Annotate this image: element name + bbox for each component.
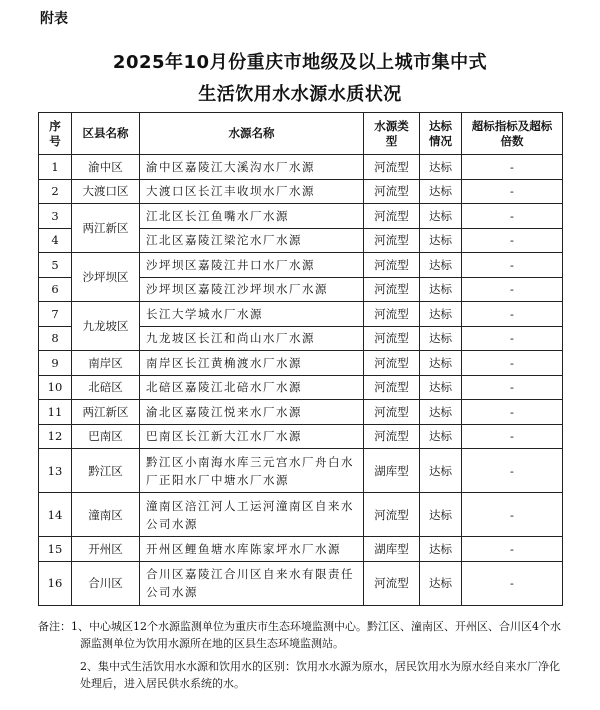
cell-status: 达标	[420, 155, 462, 180]
cell-status: 达标	[420, 228, 462, 253]
cell-type: 湖库型	[364, 537, 420, 562]
cell-source: 巴南区长江新大江水厂水源	[140, 424, 364, 449]
cell-type: 河流型	[364, 204, 420, 229]
cell-no: 11	[39, 400, 72, 425]
cell-district: 九龙坡区	[72, 302, 140, 351]
table-row	[39, 155, 563, 180]
note-1: 备注：1、中心城区12个水源监测单位为重庆市生态环境监测中心。黔江区、潼南区、开州区、合川区4个水源监测单位为饮用水源所在地的区县生态环境监测站。	[38, 620, 561, 650]
cell-exceed: -	[462, 155, 563, 180]
cell-no: 13	[39, 449, 72, 493]
cell-type: 河流型	[364, 155, 420, 180]
table-row	[39, 204, 563, 229]
table-header-row	[39, 113, 563, 155]
cell-exceed: -	[462, 228, 563, 253]
cell-exceed: -	[462, 351, 563, 376]
cell-exceed: -	[462, 302, 563, 327]
cell-district: 合川区	[72, 561, 140, 605]
cell-no: 16	[39, 561, 72, 605]
cell-district: 大渡口区	[72, 179, 140, 204]
cell-source: 黔江区小南海水库三元宫水厂舟白水厂正阳水厂中塘水厂水源	[140, 449, 364, 493]
cell-source: 北碚区嘉陵江北碚水厂水源	[140, 375, 364, 400]
cell-exceed: -	[462, 493, 563, 537]
cell-status: 达标	[420, 302, 462, 327]
cell-no: 7	[39, 302, 72, 327]
table-row	[39, 253, 563, 278]
cell-no: 2	[39, 179, 72, 204]
cell-source: 沙坪坝区嘉陵江沙坪坝水厂水源	[140, 277, 364, 302]
cell-type: 河流型	[364, 375, 420, 400]
cell-exceed: -	[462, 277, 563, 302]
header-district: 区县名称	[72, 113, 140, 155]
table-row	[39, 424, 563, 449]
notes-section	[38, 618, 562, 692]
cell-status: 达标	[420, 537, 462, 562]
cell-district: 巴南区	[72, 424, 140, 449]
cell-source: 渝中区嘉陵江大溪沟水厂水源	[140, 155, 364, 180]
cell-source: 潼南区涪江河人工运河潼南区自来水公司水源	[140, 493, 364, 537]
cell-type: 河流型	[364, 179, 420, 204]
cell-district: 两江新区	[72, 204, 140, 253]
cell-district: 潼南区	[72, 493, 140, 537]
header-status: 达标情况	[420, 113, 462, 155]
cell-exceed: -	[462, 253, 563, 278]
cell-no: 12	[39, 424, 72, 449]
cell-no: 15	[39, 537, 72, 562]
cell-status: 达标	[420, 375, 462, 400]
cell-status: 达标	[420, 351, 462, 376]
cell-type: 河流型	[364, 424, 420, 449]
cell-district: 沙坪坝区	[72, 253, 140, 302]
table-row	[39, 493, 563, 537]
cell-district: 北碚区	[72, 375, 140, 400]
cell-status: 达标	[420, 179, 462, 204]
annex-label: 附表	[40, 11, 68, 27]
cell-status: 达标	[420, 561, 462, 605]
cell-type: 河流型	[364, 277, 420, 302]
cell-no: 6	[39, 277, 72, 302]
table-row	[39, 561, 563, 605]
cell-status: 达标	[420, 326, 462, 351]
note-2: 2、集中式生活饮用水水源和饮用水的区别：饮用水水源为原水，居民饮用水为原水经自来水厂净化处理后，进入居民供水系统的水。	[80, 660, 560, 690]
cell-status: 达标	[420, 277, 462, 302]
cell-type: 河流型	[364, 493, 420, 537]
cell-no: 9	[39, 351, 72, 376]
cell-type: 湖库型	[364, 449, 420, 493]
header-source: 水源名称	[140, 113, 364, 155]
cell-source: 江北区嘉陵江梁沱水厂水源	[140, 228, 364, 253]
cell-no: 14	[39, 493, 72, 537]
cell-type: 河流型	[364, 351, 420, 376]
table-row	[39, 537, 563, 562]
cell-type: 河流型	[364, 400, 420, 425]
cell-district: 南岸区	[72, 351, 140, 376]
table-row	[39, 375, 563, 400]
table-row	[39, 302, 563, 327]
cell-exceed: -	[462, 537, 563, 562]
table-row	[39, 351, 563, 376]
cell-source: 开州区鲤鱼塘水库陈家坪水厂水源	[140, 537, 364, 562]
cell-type: 河流型	[364, 561, 420, 605]
cell-no: 3	[39, 204, 72, 229]
cell-source: 长江大学城水厂水源	[140, 302, 364, 327]
cell-status: 达标	[420, 449, 462, 493]
cell-no: 10	[39, 375, 72, 400]
cell-type: 河流型	[364, 253, 420, 278]
cell-no: 4	[39, 228, 72, 253]
cell-source: 渝北区嘉陵江悦来水厂水源	[140, 400, 364, 425]
cell-source: 九龙坡区长江和尚山水厂水源	[140, 326, 364, 351]
cell-status: 达标	[420, 253, 462, 278]
cell-exceed: -	[462, 326, 563, 351]
table-row	[39, 400, 563, 425]
cell-exceed: -	[462, 424, 563, 449]
cell-source: 合川区嘉陵江合川区自来水有限责任公司水源	[140, 561, 364, 605]
header-seq: 序号	[39, 113, 72, 155]
cell-exceed: -	[462, 561, 563, 605]
cell-status: 达标	[420, 400, 462, 425]
page-title-line1: 2025年10月份重庆市地级及以上城市集中式	[112, 52, 488, 73]
cell-status: 达标	[420, 424, 462, 449]
cell-status: 达标	[420, 493, 462, 537]
cell-type: 河流型	[364, 302, 420, 327]
cell-type: 河流型	[364, 228, 420, 253]
cell-district: 渝中区	[72, 155, 140, 180]
table-row	[39, 179, 563, 204]
cell-exceed: -	[462, 204, 563, 229]
cell-district: 两江新区	[72, 400, 140, 425]
cell-exceed: -	[462, 400, 563, 425]
table-row	[39, 449, 563, 493]
cell-source: 南岸区长江黄桷渡水厂水源	[140, 351, 364, 376]
cell-type: 河流型	[364, 326, 420, 351]
water-quality-table	[38, 112, 563, 606]
cell-source: 江北区长江鱼嘴水厂水源	[140, 204, 364, 229]
cell-no: 5	[39, 253, 72, 278]
cell-district: 黔江区	[72, 449, 140, 493]
cell-exceed: -	[462, 449, 563, 493]
cell-district: 开州区	[72, 537, 140, 562]
cell-no: 1	[39, 155, 72, 180]
cell-exceed: -	[462, 179, 563, 204]
cell-no: 8	[39, 326, 72, 351]
cell-exceed: -	[462, 375, 563, 400]
header-type: 水源类型	[364, 113, 420, 155]
cell-status: 达标	[420, 204, 462, 229]
page-title-line2: 生活饮用水水源水质状况	[198, 84, 402, 105]
cell-source: 大渡口区长江丰收坝水厂水源	[140, 179, 364, 204]
header-exceed: 超标指标及超标倍数	[462, 113, 563, 155]
cell-source: 沙坪坝区嘉陵江井口水厂水源	[140, 253, 364, 278]
